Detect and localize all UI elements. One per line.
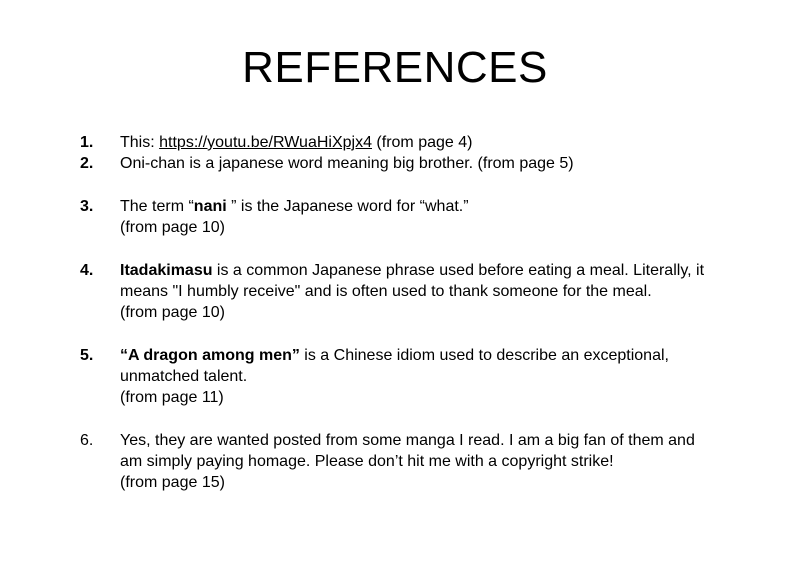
reference-line: unmatched talent. <box>120 368 248 385</box>
youtube-link[interactable]: https://youtu.be/RWuaHiXpjx4 <box>159 134 372 151</box>
reference-source: (from page 15) <box>120 474 225 491</box>
reference-term: Itadakimasu <box>120 262 213 279</box>
reference-line: means "I humbly receive" and is often used to thank someone for the meal. <box>120 283 652 300</box>
references-list <box>80 132 770 493</box>
reference-number: 5. <box>80 347 94 364</box>
reference-line <box>120 260 770 281</box>
reference-text: This: <box>120 134 160 151</box>
reference-line: Yes, they are wanted posted from some manga I read. I am a big fan of them and <box>120 432 695 449</box>
reference-item-1 <box>80 132 770 153</box>
reference-source: (from page 11) <box>120 389 224 406</box>
reference-number: 1. <box>80 134 94 151</box>
page-title: REFERENCES <box>242 43 548 92</box>
reference-item-2 <box>80 153 770 174</box>
reference-text: The term “ <box>120 198 194 215</box>
reference-item-6 <box>80 430 770 493</box>
reference-source: (from page 4) <box>371 134 473 151</box>
reference-term: “A dragon among men” <box>120 347 300 364</box>
reference-item-5 <box>80 345 770 408</box>
reference-term: nani <box>193 198 227 215</box>
reference-line <box>120 345 770 366</box>
reference-number: 4. <box>80 262 94 279</box>
reference-text: is a Chinese idiom used to describe an exceptional, <box>299 347 669 364</box>
reference-item-4 <box>80 260 770 323</box>
reference-number: 6. <box>80 432 94 449</box>
reference-number: 3. <box>80 198 94 215</box>
reference-line <box>120 132 770 153</box>
reference-line <box>120 196 770 217</box>
reference-line: Oni-chan is a japanese word meaning big brother. (from page 5) <box>120 155 574 172</box>
reference-text: is a common Japanese phrase used before eating a meal. Literally, it <box>212 262 705 279</box>
reference-text: ” is the Japanese word for “what.” <box>226 198 469 215</box>
reference-number: 2. <box>80 155 94 172</box>
reference-source: (from page 10) <box>120 304 225 321</box>
reference-line: am simply paying homage. Please don’t hit me with a copyright strike! <box>120 453 614 470</box>
reference-source: (from page 10) <box>120 219 225 236</box>
reference-item-3 <box>80 196 770 238</box>
